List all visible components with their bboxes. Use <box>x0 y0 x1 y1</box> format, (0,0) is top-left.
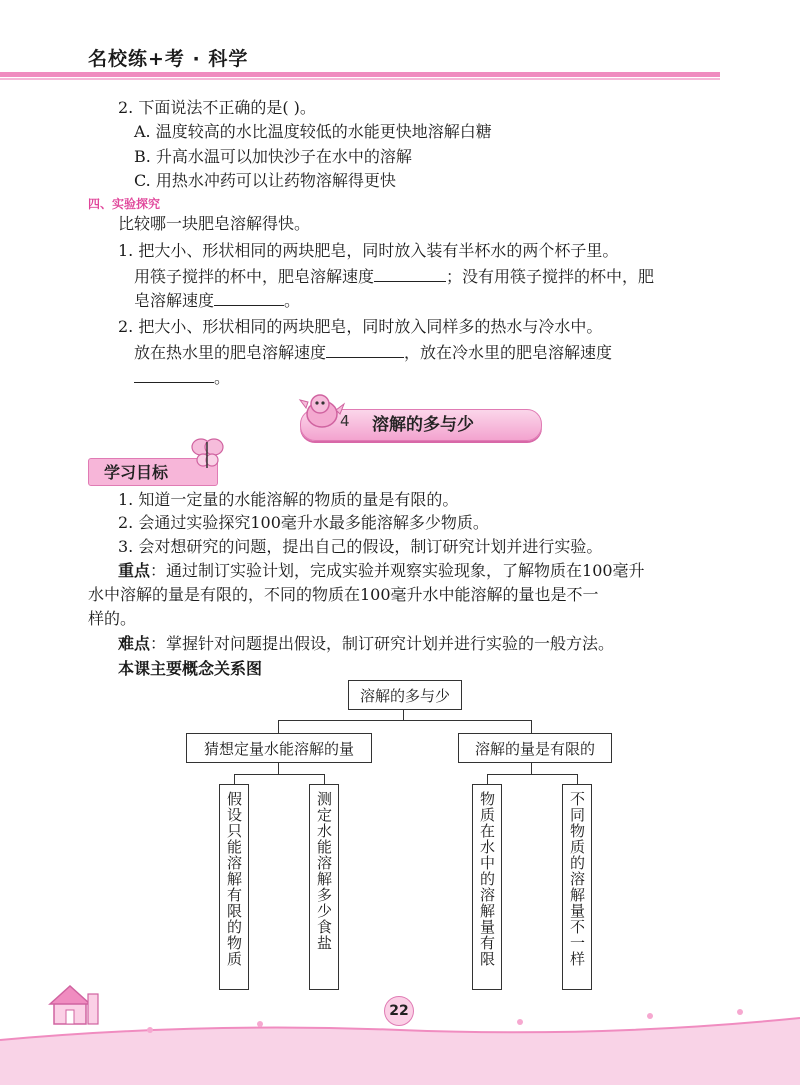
answer-blank[interactable] <box>134 366 214 383</box>
connector-line <box>278 720 532 721</box>
question-2-option-c: C. 用热水冲药可以让药物溶解得更快 <box>134 171 396 190</box>
concept-map-root: 溶解的多与少 <box>348 680 462 710</box>
header-divider <box>0 72 720 77</box>
text: 用筷子搅拌的杯中，肥皂溶解速度 <box>134 267 375 286</box>
experiment-item-1-line3 <box>134 289 300 312</box>
concept-map-leaf-3: 物质在水中的溶解量有限 <box>472 784 502 990</box>
concept-map-title: 本课主要概念关系图 <box>118 659 263 678</box>
experiment-item-2-line2 <box>134 341 612 364</box>
concept-map-leaf-1: 假设只能溶解有限的物质 <box>219 784 249 990</box>
goal-item-3: 3. 会对想研究的问题，提出自己的假设，制订研究计划并进行实验。 <box>118 537 603 556</box>
concept-map-leaf-4: 不同物质的溶解量不一样 <box>562 784 592 990</box>
question-2-option-a: A. 温度较高的水比温度较低的水能更快地溶解白糖 <box>134 122 492 141</box>
experiment-item-2-line3 <box>134 366 230 389</box>
goal-item-2: 2. 会通过实验探究100毫升水最多能溶解多少物质。 <box>118 513 489 532</box>
connector-line <box>234 774 325 775</box>
experiment-item-1: 1. 把大小、形状相同的两块肥皂，同时放入装有半杯水的两个杯子里。 <box>118 241 619 260</box>
connector-line <box>577 774 578 784</box>
butterfly-icon <box>190 434 224 474</box>
difficulty-line <box>118 633 614 655</box>
connector-line <box>487 774 488 784</box>
question-2-option-b: B. 升高水温可以加快沙子在水中的溶解 <box>134 147 412 166</box>
concept-map-right-node: 溶解的量是有限的 <box>458 733 612 763</box>
lesson-number: 4 <box>340 412 350 430</box>
connector-line <box>403 709 404 720</box>
connector-line <box>234 774 235 784</box>
goals-title: 学习目标 <box>104 463 169 482</box>
text: 。 <box>214 368 231 387</box>
key-point-line1 <box>118 560 645 582</box>
goal-item-1: 1. 知道一定量的水能溶解的物质的量是有限的。 <box>118 490 459 509</box>
experiment-item-2: 2. 把大小、形状相同的两块肥皂，同时放入同样多的热水与冷水中。 <box>118 317 603 336</box>
text: 放在热水里的肥皂溶解速度 <box>134 343 327 362</box>
difficulty-label: 难点 <box>118 634 151 653</box>
key-point-line3: 样的。 <box>88 609 137 628</box>
connector-line <box>531 720 532 733</box>
header-divider-thin <box>0 78 720 80</box>
connector-line <box>324 774 325 784</box>
difficulty-text: ：掌握针对问题提出假设，制订研究计划并进行实验的一般方法。 <box>150 634 615 653</box>
answer-blank[interactable] <box>214 289 284 306</box>
text: 皂溶解速度 <box>134 291 215 310</box>
connector-line <box>487 774 578 775</box>
section-label: 四、实验探究 <box>88 197 161 211</box>
connector-line <box>278 762 279 774</box>
key-point-text: ：通过制订实验计划，完成实验并观察实验现象，了解物质在100毫升 <box>150 561 645 580</box>
connector-line <box>278 720 279 733</box>
experiment-intro: 比较哪一块肥皂溶解得快。 <box>118 214 311 233</box>
key-point-line2: 水中溶解的量是有限的，不同的物质在100毫升水中能溶解的量也是不一 <box>88 585 599 604</box>
answer-blank[interactable] <box>326 341 404 358</box>
page-number: 22 <box>384 996 414 1026</box>
concept-map-leaf-2: 测定水能溶解多少食盐 <box>309 784 339 990</box>
book-header-title: 名校练+考 · 科学 <box>88 48 249 70</box>
lesson-title: 溶解的多与少 <box>372 415 474 435</box>
concept-map-left-node: 猜想定量水能溶解的量 <box>186 733 372 763</box>
key-point-label: 重点 <box>118 561 151 580</box>
answer-blank[interactable] <box>374 265 446 282</box>
connector-line <box>531 762 532 774</box>
question-2-stem: 2. 下面说法不正确的是( )。 <box>118 98 316 117</box>
house-icon <box>44 980 104 1030</box>
experiment-item-1-line2 <box>134 265 654 288</box>
text: ，放在冷水里的肥皂溶解速度 <box>404 343 613 362</box>
text: ；没有用筷子搅拌的杯中，肥 <box>446 267 655 286</box>
text: 。 <box>284 291 301 310</box>
